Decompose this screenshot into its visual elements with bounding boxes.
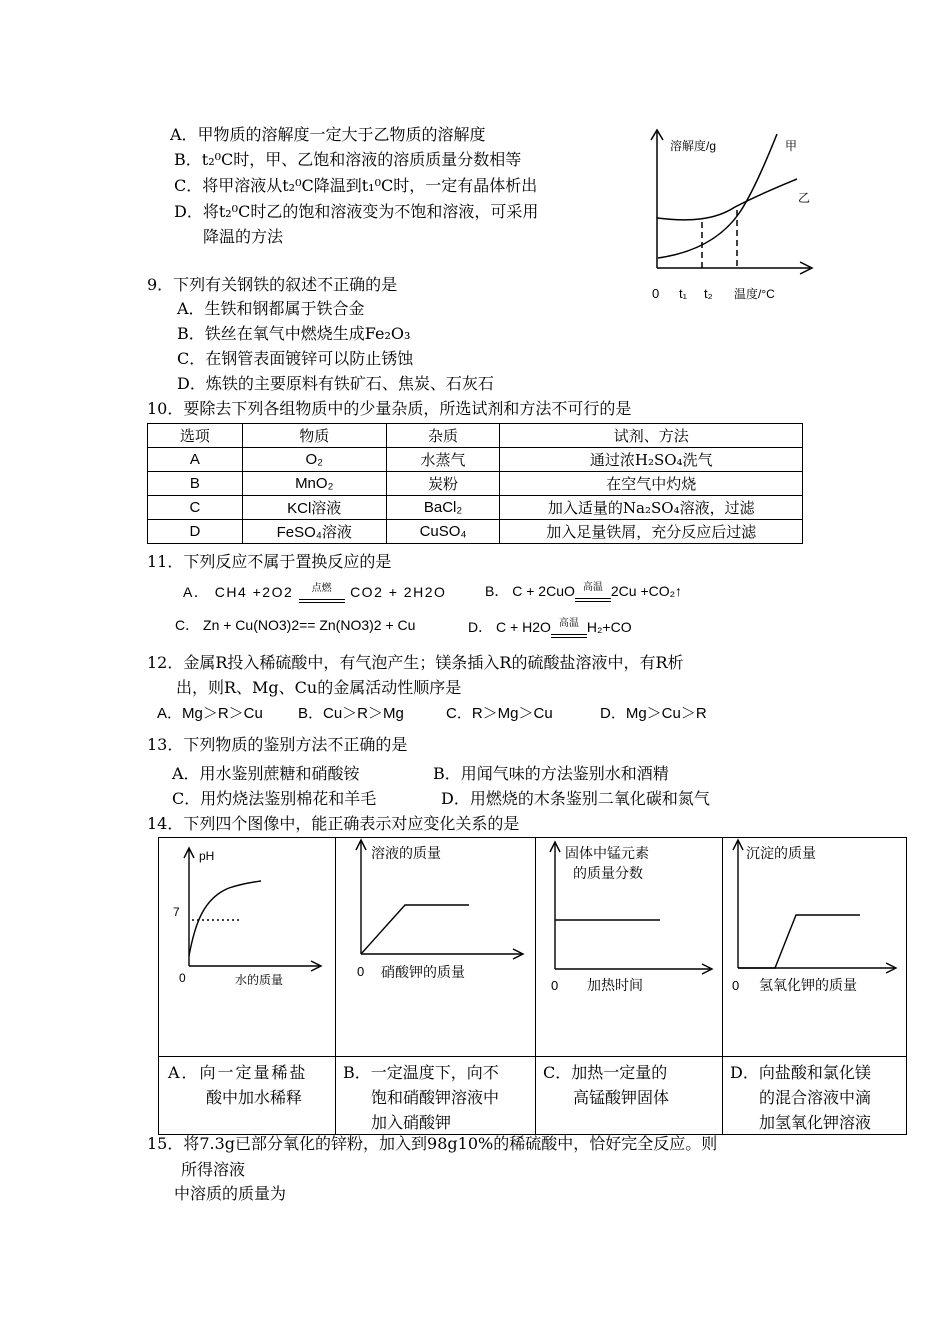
q15-line2: 所得溶液 bbox=[181, 1160, 246, 1179]
origin-a: 0 bbox=[179, 971, 186, 985]
t2-label: t₂ bbox=[704, 286, 713, 301]
xlabel-a: 水的质量 bbox=[235, 973, 284, 987]
q11-b-label: B． bbox=[485, 583, 509, 599]
cell: 在空气中灼烧 bbox=[500, 472, 803, 496]
cell: 加入适量的Na₂SO₄溶液，过滤 bbox=[500, 496, 803, 520]
q11-option-c bbox=[175, 614, 415, 636]
q12-line1: 12．金属R投入稀硫酸中，有气泡产生；镁条插入R的硫酸盐溶液中，有R析 bbox=[147, 653, 684, 672]
q10-stem: 10．要除去下列各组物质中的少量杂质，所选试剂和方法不可行的是 bbox=[147, 399, 632, 418]
q14-stem: 14．下列四个图像中，能正确表示对应变化关系的是 bbox=[147, 814, 520, 833]
table-header-row bbox=[148, 424, 803, 448]
q11-c-label: C． bbox=[175, 617, 200, 633]
ylabel-c-2: 的质量分数 bbox=[573, 866, 643, 882]
q8-option-d-cont: 降温的方法 bbox=[203, 227, 284, 246]
origin-d: 0 bbox=[732, 978, 740, 993]
cell: KCl溶液 bbox=[242, 496, 386, 520]
cell: O₂ bbox=[242, 448, 386, 472]
caption-c-line1: C．加热一定量的 bbox=[543, 1063, 668, 1082]
q9-option-c: C．在钢管表面镀锌可以防止锈蚀 bbox=[177, 349, 414, 368]
t1-label: t₁ bbox=[679, 286, 687, 301]
caption-a-line2: 酸中加水稀释 bbox=[206, 1088, 303, 1107]
graph-c bbox=[535, 838, 722, 1056]
q13-option-a: A．用水鉴别蔗糖和硝酸铵 bbox=[172, 764, 360, 783]
origin: 0 bbox=[652, 286, 660, 301]
q9-option-b: B．铁丝在氧气中燃烧生成Fe₂O₃ bbox=[177, 324, 411, 343]
q13-option-b: B．用闻气味的方法鉴别水和酒精 bbox=[433, 764, 669, 783]
q12-line2: 出，则R、Mg、Cu的金属活动性顺序是 bbox=[176, 678, 462, 697]
cell: D bbox=[148, 520, 243, 544]
xlabel-b: 硝酸钾的质量 bbox=[381, 965, 465, 981]
caption-c-line2: 高锰酸钾固体 bbox=[573, 1088, 670, 1107]
caption-b-line3: 加入硝酸钾 bbox=[371, 1113, 452, 1132]
th-impurity: 杂质 bbox=[386, 424, 500, 448]
origin-c: 0 bbox=[551, 978, 559, 993]
q8-option-d: D．将t₂⁰C时乙的饱和溶液变为不饱和溶液，可采用 bbox=[174, 202, 539, 221]
cell: 炭粉 bbox=[386, 472, 500, 496]
q11-a-right: CO2 + 2H2O bbox=[350, 584, 447, 600]
kno3-line bbox=[361, 905, 469, 954]
label-jia: 甲 bbox=[785, 139, 798, 153]
ylabel-b: 溶液的质量 bbox=[371, 846, 441, 862]
ph-curve bbox=[189, 881, 261, 956]
q15-line3: 中溶质的质量为 bbox=[174, 1184, 287, 1203]
graph-b bbox=[335, 838, 535, 1056]
q9-option-d: D．炼铁的主要原料有铁矿石、焦炭、石灰石 bbox=[177, 374, 494, 393]
xlabel: 温度/°C bbox=[734, 287, 775, 301]
th-method: 试剂、方法 bbox=[500, 424, 803, 448]
q8-option-a: A．甲物质的溶解度一定大于乙物质的溶解度 bbox=[170, 125, 486, 144]
q9-stem: 9．下列有关钢铁的叙述不正确的是 bbox=[147, 275, 398, 294]
origin-b: 0 bbox=[357, 964, 365, 979]
caption-b-line2: 饱和硝酸钾溶液中 bbox=[371, 1088, 500, 1107]
cell: B bbox=[148, 472, 243, 496]
table-row bbox=[148, 496, 803, 520]
q12-option-a: A．Mg＞R＞Cu bbox=[157, 705, 263, 722]
cell: FeSO₄溶液 bbox=[242, 520, 386, 544]
caption-d-line3: 加氢氧化钾溶液 bbox=[759, 1113, 872, 1132]
caption-d bbox=[730, 1060, 906, 1135]
ylabel-d: 沉淀的质量 bbox=[746, 846, 816, 862]
q11-option-b bbox=[485, 577, 682, 602]
ylabel-ph: pH bbox=[199, 849, 215, 863]
q13-stem: 13．下列物质的鉴别方法不正确的是 bbox=[147, 735, 408, 754]
cell: MnO₂ bbox=[242, 472, 386, 496]
graph-a bbox=[159, 838, 335, 1056]
q10-table bbox=[147, 423, 803, 544]
q15-line1: 15．将7.3g已部分氧化的锌粉，加入到98g10%的稀硫酸中，恰好完全反应。则 bbox=[147, 1134, 718, 1153]
caption-d-line2: 的混合溶液中滴 bbox=[759, 1088, 872, 1107]
q11-b-left: C + 2CuO bbox=[512, 583, 575, 599]
curve-yi bbox=[657, 179, 797, 220]
q11-option-d bbox=[468, 613, 632, 638]
graph-cell-d bbox=[722, 838, 906, 1134]
cell: 通过浓H₂SO₄洗气 bbox=[500, 448, 803, 472]
q11-a-label: A． bbox=[183, 584, 210, 600]
q11-b-condition: 高温 bbox=[575, 577, 611, 599]
graph-cell-a bbox=[159, 838, 336, 1134]
q13-option-d: D．用燃烧的木条鉴别二氧化碳和氮气 bbox=[441, 789, 710, 808]
ylabel-c: 固体中锰元素 bbox=[565, 846, 649, 862]
caption-a bbox=[168, 1060, 333, 1110]
q11-a-condition: 点燃 bbox=[299, 578, 345, 600]
cell: 水蒸气 bbox=[386, 448, 500, 472]
q11-d-label: D． bbox=[468, 619, 493, 635]
q11-b-right: 2Cu +CO₂↑ bbox=[610, 583, 683, 599]
caption-d-line1: D．向盐酸和氯化镁 bbox=[730, 1063, 871, 1082]
table-row bbox=[148, 520, 803, 544]
cell: BaCl₂ bbox=[386, 496, 500, 520]
th-option: 选项 bbox=[148, 424, 243, 448]
q8-option-b: B．t₂⁰C时，甲、乙饱和溶液的溶质质量分数相等 bbox=[174, 150, 522, 169]
q11-d-left: C + H2O bbox=[496, 619, 551, 635]
caption-c bbox=[543, 1060, 721, 1110]
graph-d bbox=[722, 838, 906, 1056]
caption-b bbox=[343, 1060, 533, 1135]
graph-cell-c bbox=[535, 838, 723, 1134]
cell: 加入足量铁屑，充分反应后过滤 bbox=[500, 520, 803, 544]
q11-stem: 11．下列反应不属于置换反应的是 bbox=[147, 552, 392, 571]
q11-option-a bbox=[183, 578, 446, 603]
xlabel-d: 氢氧化钾的质量 bbox=[759, 978, 857, 994]
q14-graph-table bbox=[158, 837, 907, 1135]
label-yi: 乙 bbox=[798, 191, 811, 205]
mark-7: 7 bbox=[173, 905, 180, 919]
q12-option-c: C．R＞Mg＞Cu bbox=[446, 705, 553, 722]
table-row bbox=[148, 472, 803, 496]
cell: C bbox=[148, 496, 243, 520]
q11-a-left: CH4 +2O2 bbox=[214, 584, 294, 600]
solubility-graph bbox=[640, 124, 830, 309]
cell: CuSO₄ bbox=[386, 520, 500, 544]
cell: A bbox=[148, 448, 243, 472]
q11-d-condition: 高温 bbox=[551, 613, 587, 635]
q8-option-c: C．将甲溶液从t₂⁰C降温到t₁⁰C时，一定有晶体析出 bbox=[174, 176, 538, 195]
th-substance: 物质 bbox=[242, 424, 386, 448]
q12-option-d: D．Mg＞Cu＞R bbox=[600, 705, 707, 722]
ylabel: 溶解度/g bbox=[670, 139, 717, 153]
precipitate-line bbox=[738, 915, 860, 968]
q11-d-right: H₂+CO bbox=[586, 619, 632, 635]
graph-cell-b bbox=[335, 838, 536, 1134]
q13-option-c: C．用灼烧法鉴别棉花和羊毛 bbox=[172, 789, 377, 808]
caption-a-line1: A．向一定量稀盐 bbox=[168, 1063, 308, 1082]
q12-option-b: B．Cu＞R＞Mg bbox=[298, 705, 404, 722]
table-row bbox=[148, 448, 803, 472]
caption-b-line1: B．一定温度下，向不 bbox=[343, 1063, 499, 1082]
q11-c-equation: Zn + Cu(NO3)2== Zn(NO3)2 + Cu bbox=[203, 617, 416, 633]
xlabel-c: 加热时间 bbox=[587, 978, 643, 994]
q9-option-a: A．生铁和钢都属于铁合金 bbox=[177, 299, 365, 318]
